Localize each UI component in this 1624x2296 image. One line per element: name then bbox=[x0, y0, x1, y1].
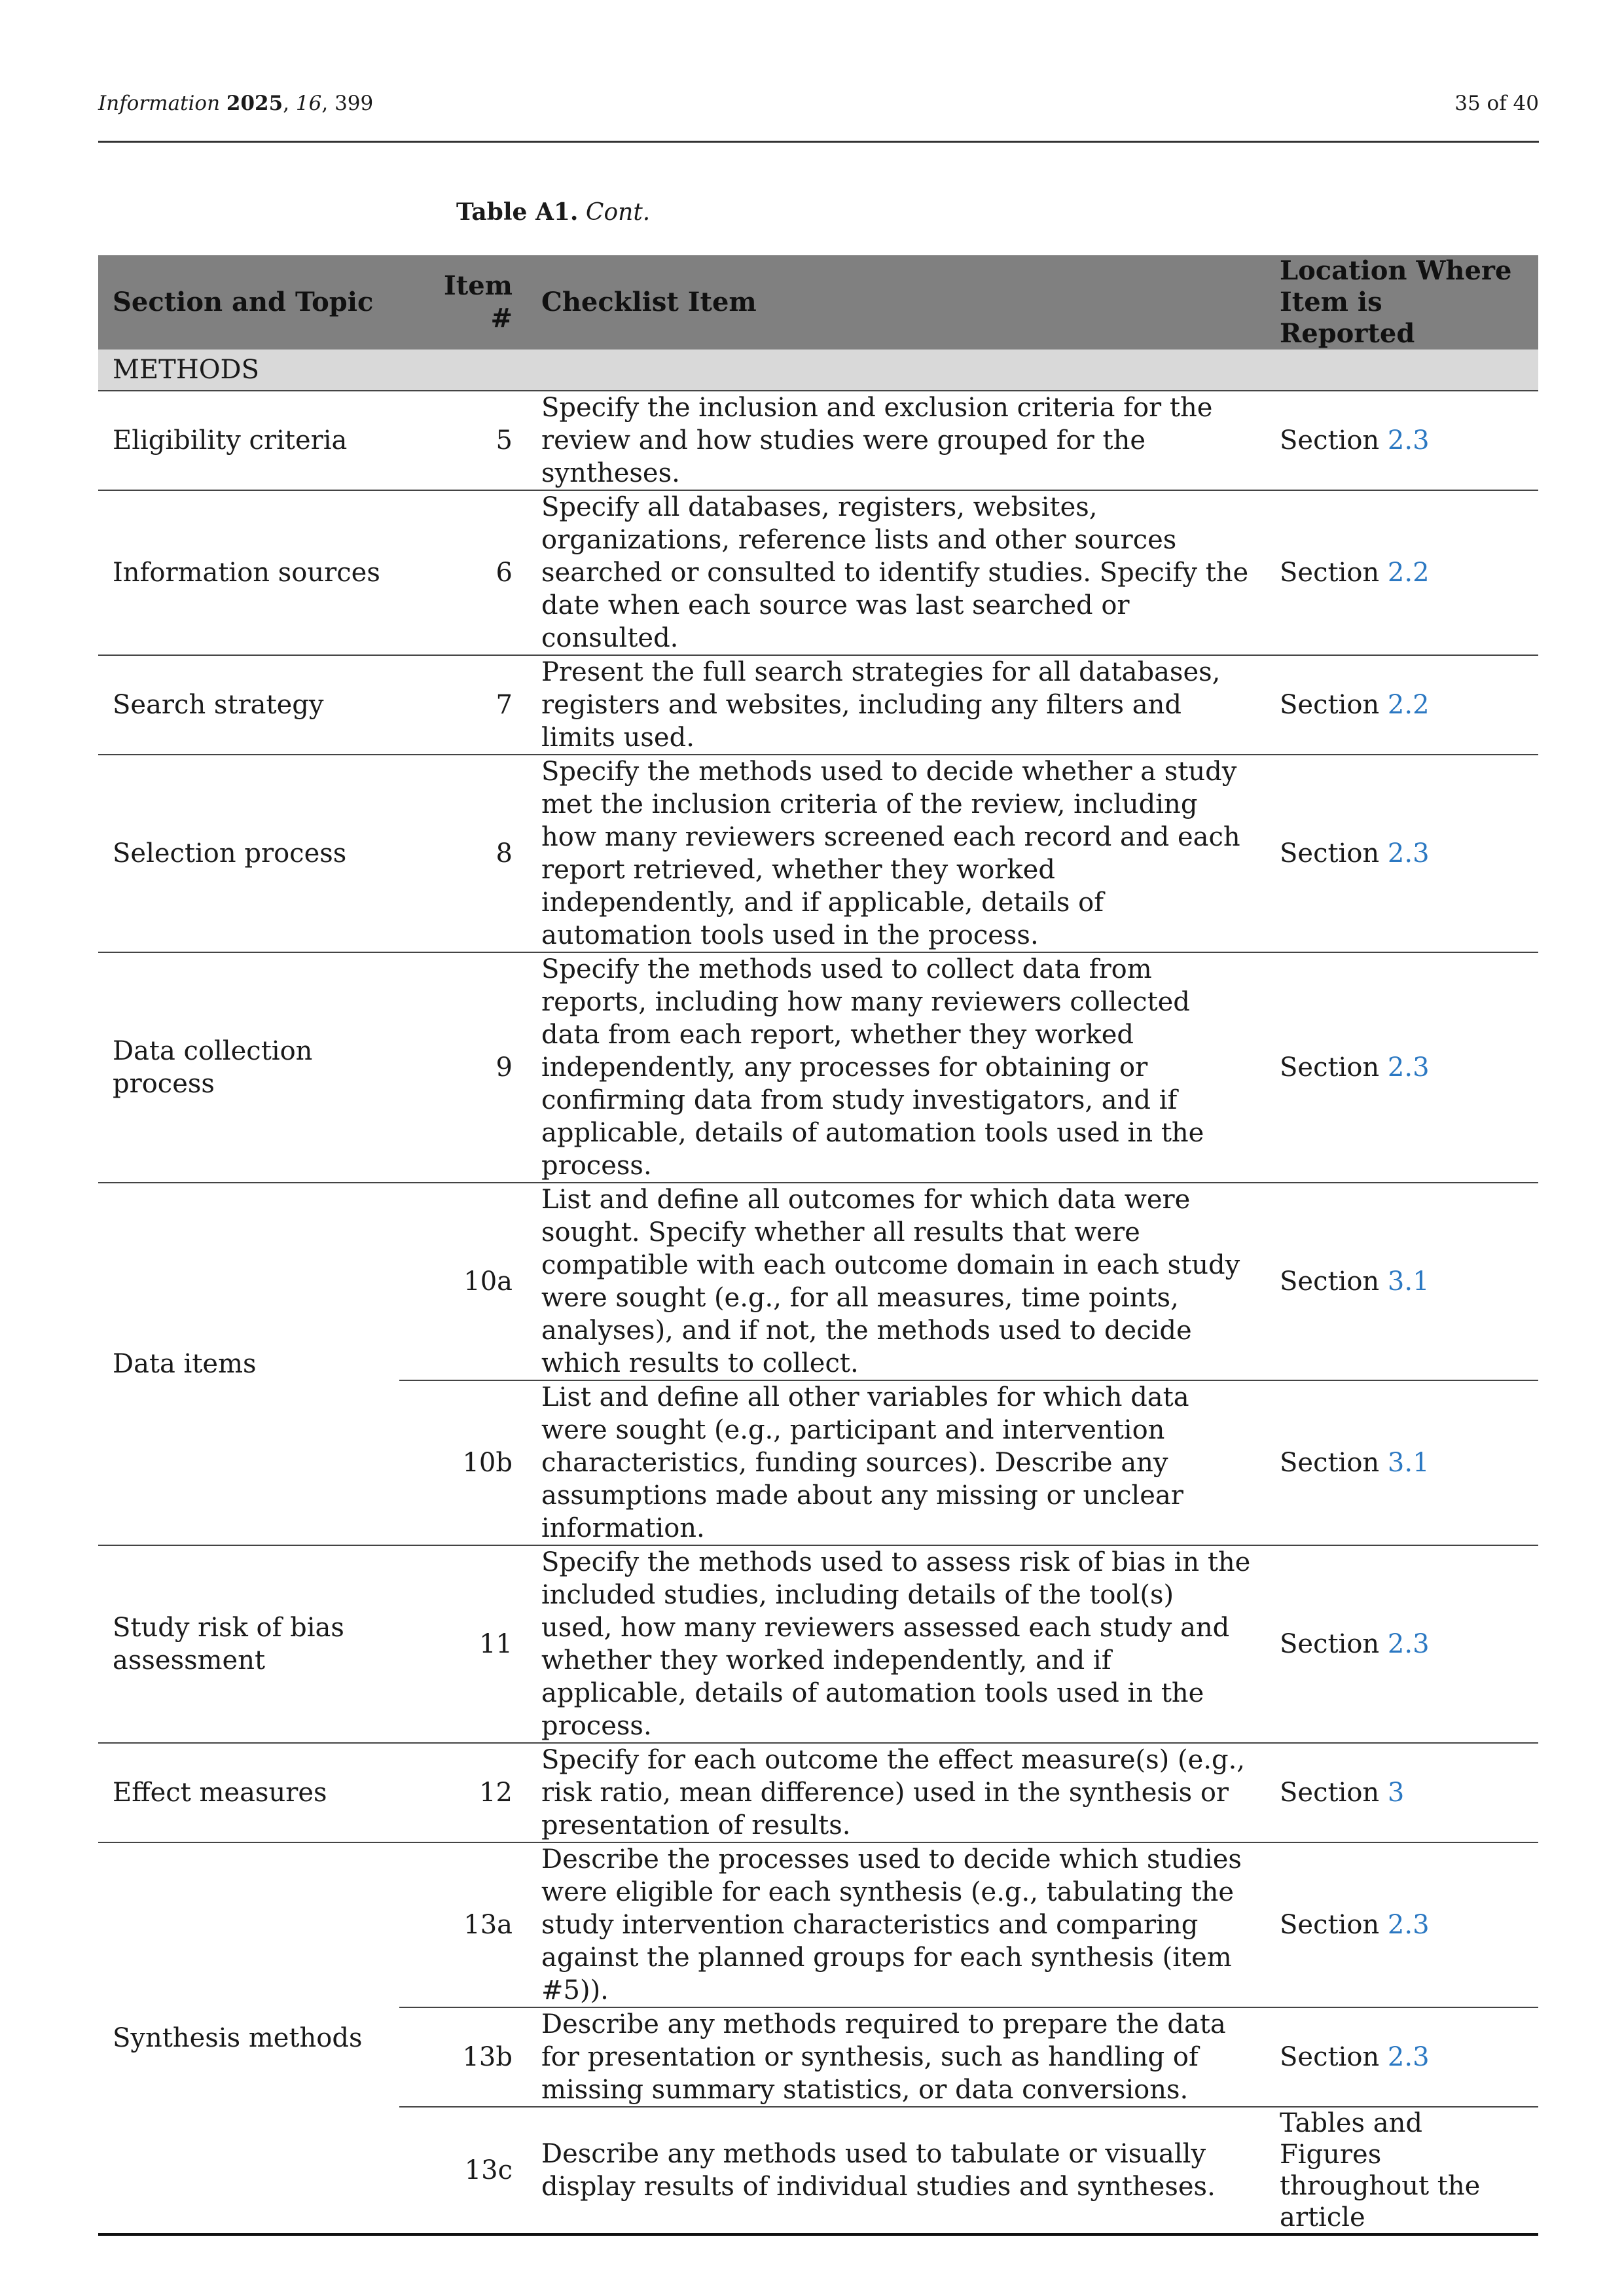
table-row bbox=[98, 952, 1538, 1183]
checklist-cell: Specify the methods used to collect data from reports, including how many reviewers collected data from each report, whether they worked independently, any processes for obtaining or confirming data from study investigators, and if applicable, details of automation tools used in the process. bbox=[527, 952, 1265, 1183]
location-prefix: Section bbox=[1280, 1448, 1388, 1478]
topic-cell: Effect measures bbox=[98, 1743, 399, 1842]
running-header bbox=[98, 92, 1539, 143]
location-prefix: Section bbox=[1280, 838, 1388, 869]
section-link[interactable]: 2.3 bbox=[1387, 838, 1430, 869]
table-row bbox=[98, 1183, 1538, 1380]
section-link[interactable]: 3 bbox=[1387, 1778, 1405, 1808]
table-row bbox=[98, 655, 1538, 755]
section-link[interactable]: 2.3 bbox=[1387, 1629, 1430, 1659]
location-cell bbox=[1265, 655, 1538, 755]
location-cell bbox=[1265, 1545, 1538, 1743]
location-prefix: Section bbox=[1280, 425, 1388, 456]
location-cell: Tables and Figures throughout the article bbox=[1265, 2107, 1538, 2234]
section-label: METHODS bbox=[98, 350, 1538, 391]
checklist-cell: Describe any methods used to tabulate or visually display results of individual studies and syntheses. bbox=[527, 2107, 1265, 2234]
location-prefix: Section bbox=[1280, 1629, 1388, 1659]
journal-year: 2025 bbox=[226, 92, 283, 115]
journal-citation: Information 2025, 16, 399 bbox=[98, 92, 374, 115]
topic-cell: Data collection process bbox=[98, 952, 399, 1183]
location-cell bbox=[1265, 952, 1538, 1183]
location-prefix: Section bbox=[1280, 1052, 1388, 1083]
location-prefix: Section bbox=[1280, 2042, 1388, 2072]
item-cell: 6 bbox=[399, 490, 527, 655]
column-header-location: Location Where Item is Reported bbox=[1265, 255, 1538, 350]
topic-cell: Study risk of bias assessment bbox=[98, 1545, 399, 1743]
caption-label: Table A1. bbox=[456, 198, 579, 226]
location-cell bbox=[1265, 391, 1538, 490]
location-cell bbox=[1265, 490, 1538, 655]
journal-volume: 16 bbox=[295, 92, 322, 115]
location-cell bbox=[1265, 1183, 1538, 1380]
checklist-cell: Describe any methods required to prepare the data for presentation or synthesis, such as handling of missing summary statistics, or data conversions. bbox=[527, 2007, 1265, 2107]
topic-cell: Information sources bbox=[98, 490, 399, 655]
checklist-cell: Present the full search strategies for all databases, registers and websites, including any filters and limits used. bbox=[527, 655, 1265, 755]
item-cell: 9 bbox=[399, 952, 527, 1183]
location-cell bbox=[1265, 755, 1538, 952]
item-cell: 12 bbox=[399, 1743, 527, 1842]
column-header-item: Item # bbox=[399, 255, 527, 350]
checklist-cell: Specify for each outcome the effect measure(s) (e.g., risk ratio, mean difference) used in the synthesis or presentation of results. bbox=[527, 1743, 1265, 1842]
page-number: 35 of 40 bbox=[1454, 92, 1539, 115]
checklist-table bbox=[98, 255, 1538, 2236]
checklist-cell: List and define all other variables for which data were sought (e.g., participant and intervention characteristics, funding sources). Describe any assumptions made about any missing or unclear information. bbox=[527, 1380, 1265, 1545]
item-cell: 13c bbox=[399, 2107, 527, 2234]
item-cell: 8 bbox=[399, 755, 527, 952]
checklist-cell: List and define all outcomes for which data were sought. Specify whether all results that were compatible with each outcome domain in each study were sought (e.g., for all measures, time points, analyses), and if not, the methods used to decide which results to collect. bbox=[527, 1183, 1265, 1380]
article-number: 399 bbox=[334, 92, 374, 115]
section-row bbox=[98, 350, 1538, 391]
caption-suffix: Cont. bbox=[585, 199, 651, 226]
column-header-topic: Section and Topic bbox=[98, 255, 399, 350]
location-prefix: Section bbox=[1280, 1778, 1388, 1808]
section-link[interactable]: 3.1 bbox=[1387, 1448, 1430, 1478]
table-row bbox=[98, 755, 1538, 952]
checklist-cell: Specify the inclusion and exclusion criteria for the review and how studies were grouped for the syntheses. bbox=[527, 391, 1265, 490]
item-cell: 10a bbox=[399, 1183, 527, 1380]
table-row bbox=[98, 391, 1538, 490]
item-cell: 11 bbox=[399, 1545, 527, 1743]
item-cell: 7 bbox=[399, 655, 527, 755]
location-prefix: Section bbox=[1280, 558, 1388, 588]
table-row bbox=[98, 1743, 1538, 1842]
location-prefix: Section bbox=[1280, 690, 1388, 720]
checklist-cell: Specify the methods used to assess risk of bias in the included studies, including details of the tool(s) used, how many reviewers assessed each study and whether they worked independently, and if applicable, details of automation tools used in the process. bbox=[527, 1545, 1265, 1743]
journal-name: Information bbox=[98, 92, 221, 115]
topic-cell: Data items bbox=[98, 1183, 399, 1545]
checklist-cell: Specify all databases, registers, websites, organizations, reference lists and other sources searched or consulted to identify studies. Specify the date when each source was last searched or consulted. bbox=[527, 490, 1265, 655]
location-cell bbox=[1265, 1842, 1538, 2007]
checklist-cell: Specify the methods used to decide whether a study met the inclusion criteria of the review, including how many reviewers screened each record and each report retrieved, whether they worked independently, and if applicable, details of automation tools used in the process. bbox=[527, 755, 1265, 952]
item-cell: 10b bbox=[399, 1380, 527, 1545]
table-row bbox=[98, 1545, 1538, 1743]
section-link[interactable]: 2.2 bbox=[1387, 690, 1430, 720]
table-row bbox=[98, 490, 1538, 655]
topic-cell: Search strategy bbox=[98, 655, 399, 755]
table-caption bbox=[456, 198, 650, 226]
section-link[interactable]: 2.3 bbox=[1387, 1052, 1430, 1083]
item-cell: 5 bbox=[399, 391, 527, 490]
table-row bbox=[98, 1842, 1538, 2007]
item-cell: 13b bbox=[399, 2007, 527, 2107]
section-link[interactable]: 2.2 bbox=[1387, 558, 1430, 588]
section-link[interactable]: 2.3 bbox=[1387, 425, 1430, 456]
location-prefix: Section bbox=[1280, 1910, 1388, 1940]
location-cell bbox=[1265, 2007, 1538, 2107]
location-cell bbox=[1265, 1380, 1538, 1545]
section-link[interactable]: 3.1 bbox=[1387, 1266, 1430, 1297]
section-link[interactable]: 2.3 bbox=[1387, 1910, 1430, 1940]
topic-cell: Selection process bbox=[98, 755, 399, 952]
topic-cell: Synthesis methods bbox=[98, 1842, 399, 2234]
section-link[interactable]: 2.3 bbox=[1387, 2042, 1430, 2072]
table-header-row bbox=[98, 255, 1538, 350]
location-cell bbox=[1265, 1743, 1538, 1842]
column-header-checklist: Checklist Item bbox=[527, 255, 1265, 350]
checklist-cell: Describe the processes used to decide which studies were eligible for each synthesis (e.g., tabulating the study intervention characteristics and comparing against the planned groups for each synthesis (item #5)). bbox=[527, 1842, 1265, 2007]
item-cell: 13a bbox=[399, 1842, 527, 2007]
topic-cell: Eligibility criteria bbox=[98, 391, 399, 490]
location-prefix: Section bbox=[1280, 1266, 1388, 1297]
